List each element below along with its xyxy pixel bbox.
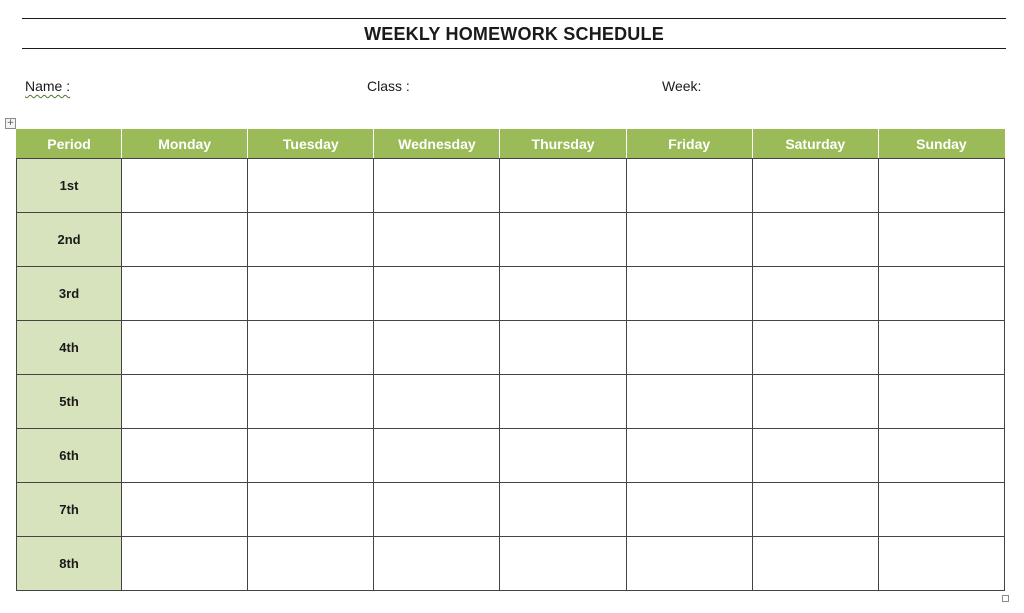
schedule-cell[interactable] <box>248 483 374 537</box>
period-cell: 5th <box>17 375 122 429</box>
schedule-cell[interactable] <box>878 375 1004 429</box>
schedule-cell[interactable] <box>248 375 374 429</box>
table-header-row <box>17 130 1005 159</box>
schedule-cell[interactable] <box>248 213 374 267</box>
schedule-cell[interactable] <box>122 321 248 375</box>
schedule-cell[interactable] <box>878 429 1004 483</box>
name-field-label[interactable] <box>25 77 70 95</box>
period-cell: 2nd <box>17 213 122 267</box>
schedule-cell[interactable] <box>374 213 500 267</box>
schedule-cell[interactable] <box>122 537 248 591</box>
header-tuesday: Tuesday <box>248 130 374 159</box>
schedule-cell[interactable] <box>878 483 1004 537</box>
schedule-cell[interactable] <box>626 159 752 213</box>
schedule-cell[interactable] <box>752 375 878 429</box>
schedule-cell[interactable] <box>500 267 626 321</box>
schedule-cell[interactable] <box>500 375 626 429</box>
title-top-rule <box>22 18 1006 19</box>
page-title: WEEKLY HOMEWORK SCHEDULE <box>364 24 664 44</box>
schedule-cell[interactable] <box>122 213 248 267</box>
table-row <box>17 537 1005 591</box>
schedule-cell[interactable] <box>248 321 374 375</box>
schedule-cell[interactable] <box>248 537 374 591</box>
table-row <box>17 483 1005 537</box>
schedule-cell[interactable] <box>374 429 500 483</box>
schedule-cell[interactable] <box>878 267 1004 321</box>
four-way-arrow-icon[interactable]: + <box>6 118 15 128</box>
schedule-cell[interactable] <box>626 483 752 537</box>
schedule-cell[interactable] <box>374 537 500 591</box>
table-row <box>17 321 1005 375</box>
schedule-cell[interactable] <box>878 213 1004 267</box>
schedule-cell[interactable] <box>878 537 1004 591</box>
schedule-cell[interactable] <box>752 159 878 213</box>
header-monday: Monday <box>122 130 248 159</box>
header-wednesday: Wednesday <box>374 130 500 159</box>
schedule-cell[interactable] <box>248 159 374 213</box>
schedule-cell[interactable] <box>626 213 752 267</box>
table-row <box>17 375 1005 429</box>
schedule-cell[interactable] <box>626 321 752 375</box>
schedule-cell[interactable] <box>122 159 248 213</box>
homework-schedule-table <box>16 129 1005 591</box>
week-field-label[interactable]: Week: <box>662 78 702 94</box>
schedule-cell[interactable] <box>374 483 500 537</box>
schedule-cell[interactable] <box>500 213 626 267</box>
schedule-cell[interactable] <box>626 375 752 429</box>
table-row <box>17 429 1005 483</box>
header-period: Period <box>17 130 122 159</box>
schedule-cell[interactable] <box>878 159 1004 213</box>
schedule-cell[interactable] <box>500 429 626 483</box>
header-friday: Friday <box>626 130 752 159</box>
schedule-cell[interactable] <box>752 429 878 483</box>
period-cell: 4th <box>17 321 122 375</box>
schedule-cell[interactable] <box>500 321 626 375</box>
schedule-cell[interactable] <box>122 429 248 483</box>
header-sunday: Sunday <box>878 130 1004 159</box>
header-thursday: Thursday <box>500 130 626 159</box>
schedule-cell[interactable] <box>122 267 248 321</box>
table-row <box>17 213 1005 267</box>
period-cell: 6th <box>17 429 122 483</box>
schedule-cell[interactable] <box>248 267 374 321</box>
schedule-cell[interactable] <box>626 429 752 483</box>
schedule-cell[interactable] <box>752 537 878 591</box>
schedule-cell[interactable] <box>500 159 626 213</box>
class-field-label[interactable]: Class : <box>367 78 410 94</box>
schedule-cell[interactable] <box>374 159 500 213</box>
schedule-cell[interactable] <box>752 213 878 267</box>
schedule-cell[interactable] <box>500 483 626 537</box>
period-cell: 7th <box>17 483 122 537</box>
schedule-cell[interactable] <box>752 483 878 537</box>
schedule-cell[interactable] <box>500 537 626 591</box>
schedule-cell[interactable] <box>374 375 500 429</box>
schedule-cell[interactable] <box>752 267 878 321</box>
schedule-cell[interactable] <box>374 267 500 321</box>
name-label-text: Name : <box>25 78 71 94</box>
period-cell: 1st <box>17 159 122 213</box>
header-saturday: Saturday <box>752 130 878 159</box>
schedule-cell[interactable] <box>878 321 1004 375</box>
schedule-cell[interactable] <box>122 483 248 537</box>
schedule-cell[interactable] <box>248 429 374 483</box>
table-row <box>17 267 1005 321</box>
schedule-cell[interactable] <box>752 321 878 375</box>
resize-square-icon[interactable] <box>1002 595 1009 602</box>
title-bottom-rule <box>22 48 1006 49</box>
schedule-cell[interactable] <box>122 375 248 429</box>
schedule-cell[interactable] <box>374 321 500 375</box>
period-cell: 3rd <box>17 267 122 321</box>
schedule-cell[interactable] <box>626 537 752 591</box>
table-row <box>17 159 1005 213</box>
period-cell: 8th <box>17 537 122 591</box>
schedule-cell[interactable] <box>626 267 752 321</box>
